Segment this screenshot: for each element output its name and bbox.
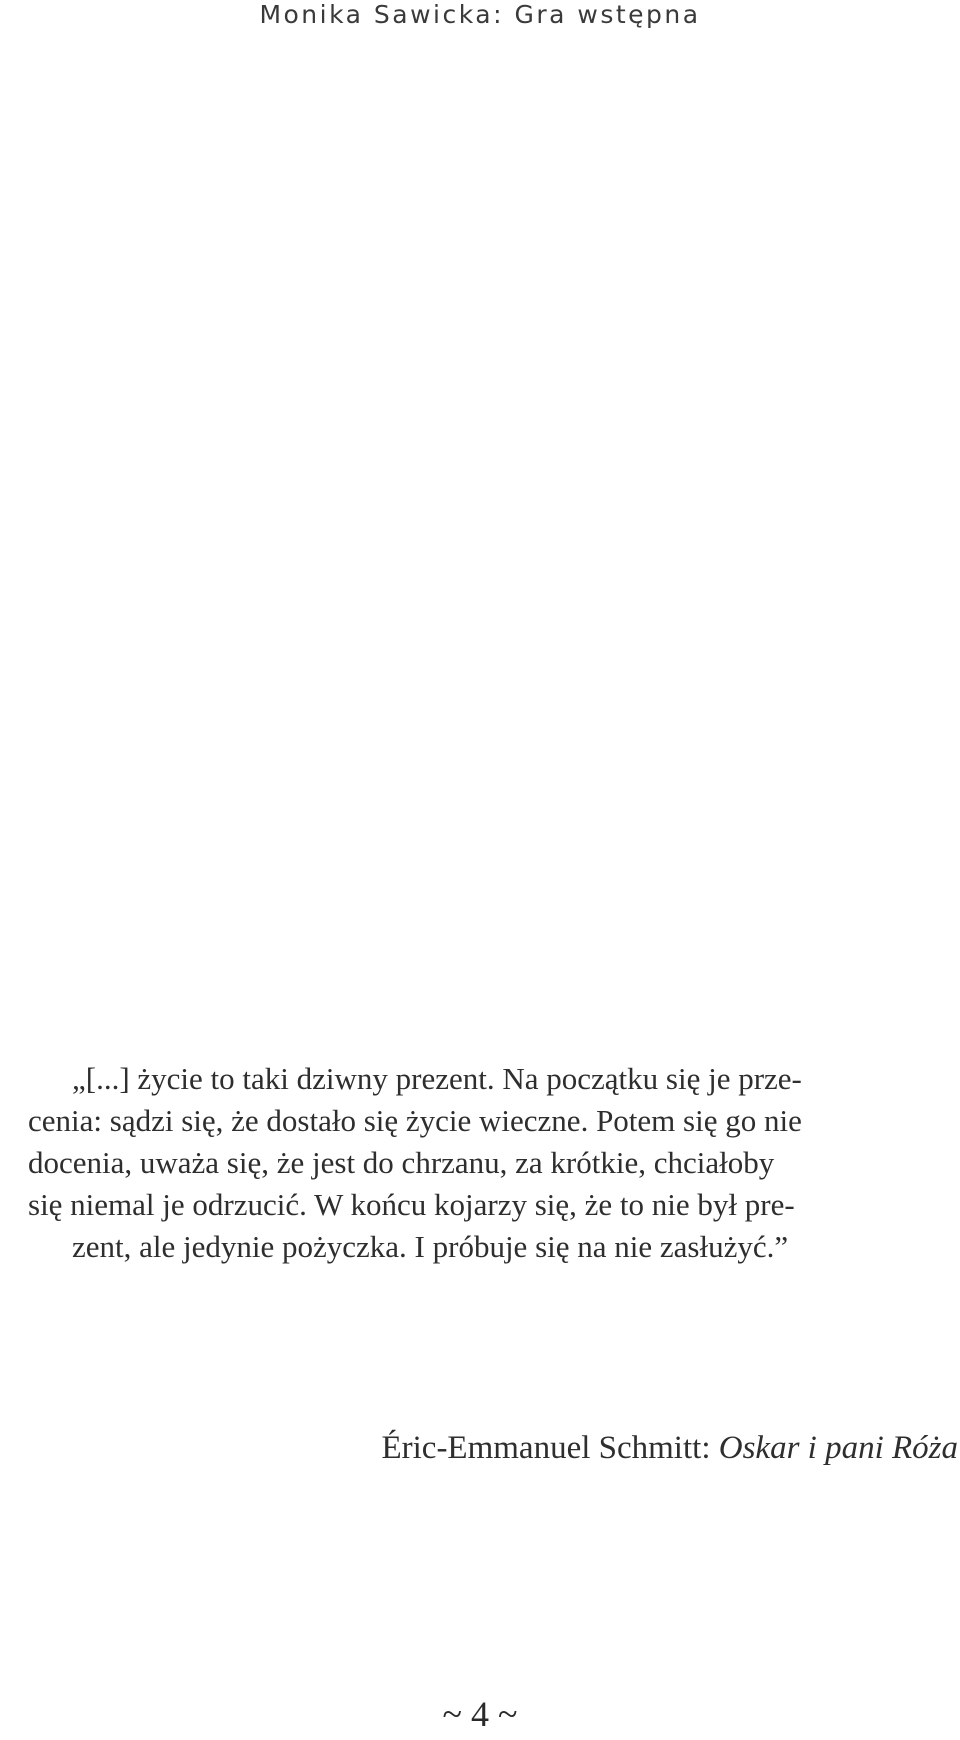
quote-line: cenia: sądzi się, że dostało się życie wieczne. Potem się go nie [28,1103,802,1138]
quote-line: się niemal je odrzucić. W końcu kojarzy się, że to nie był pre- [28,1187,795,1222]
running-header: Monika Sawicka: Gra wstępna [259,0,701,29]
quote-line: „[...] życie to taki dziwny prezent. Na początku się je prze- [72,1061,802,1096]
quote-attribution [0,1430,958,1467]
quote-line: zent, ale jedynie pożyczka. I próbuje się na nie zasłużyć.” [72,1229,789,1264]
quote-line: docenia, uważa się, że jest do chrzanu, za krótkie, chciałoby [28,1145,775,1180]
attribution-author: Éric-Emmanuel Schmitt: [381,1430,719,1466]
attribution-work-title: Oskar i pani Róża [718,1430,958,1466]
epigraph-quote [28,1058,960,1268]
page-number: ~ 4 ~ [442,1694,518,1734]
